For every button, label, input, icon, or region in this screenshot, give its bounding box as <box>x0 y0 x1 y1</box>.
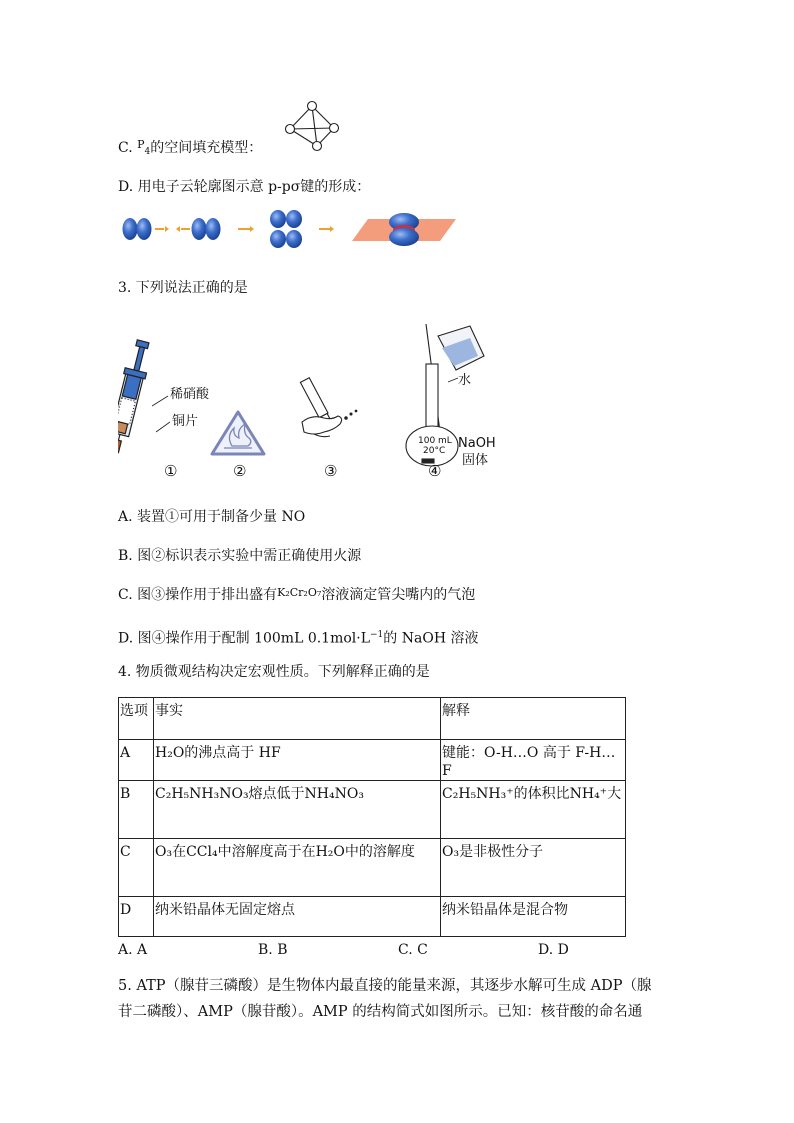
q5-line-2: 苷二磷酸）、AMP（腺苷酸）。AMP 的结构简式如图所示。已知：核苷酸的命名通 <box>118 1004 643 1020</box>
q2-option-c: C. $^P_4$的空间填充模型： <box>118 138 263 157</box>
mark-1: ① <box>164 462 178 480</box>
q3-option-d: D. 图④操作用于配制 100mL $0.1mol\cdot L^{-1}$的 NaOH 溶液 <box>118 630 479 647</box>
table-row: A H₂O的沸点高于 HF 键能：O-H…O 高于 F-H…F <box>119 740 626 781</box>
label-solid: 固体 <box>462 453 489 468</box>
sigma-bond-plane <box>346 213 456 250</box>
syringe-apparatus <box>118 339 170 455</box>
q4-table <box>118 697 626 937</box>
label-water: 水 <box>458 373 472 388</box>
label-flask-temp: 20°C <box>423 446 446 456</box>
label-copper-sheet: 铜片 <box>172 414 199 429</box>
mark-2: ② <box>233 462 247 480</box>
choice-b: B. B <box>258 942 288 958</box>
choice-a: A. A <box>118 942 148 958</box>
header-option: 选项 <box>119 698 154 740</box>
q3-apparatus-figure <box>118 322 508 482</box>
mark-4: ④ <box>428 462 442 480</box>
q3-option-c: C. 图③操作用于排出盛有$^{K_2Cr_2O_7}$溶液滴定管尖嘴内的气泡 <box>118 586 476 603</box>
p4-tetrahedron-figure <box>284 100 340 152</box>
table-row: B C₂H₅NH₃NO₃熔点低于NH₄NO₃ C₂H₅NH₃⁺的体积比NH₄⁺大 <box>119 781 626 839</box>
choice-d: D. D <box>538 942 569 958</box>
p-orbital-2 <box>192 218 221 240</box>
header-explanation: 解释 <box>441 698 626 740</box>
fire-hazard-sign <box>212 412 264 454</box>
label-flask-volume: 100 mL <box>418 436 452 446</box>
label-dilute-nitric-acid: 稀硝酸 <box>170 387 210 402</box>
choice-c: C. C <box>398 942 428 958</box>
q4-stem: 4. 物质微观结构决定宏观性质。下列解释正确的是 <box>118 664 430 680</box>
header-fact: 事实 <box>154 698 441 740</box>
label-naoh: NaOH <box>458 436 496 451</box>
overlapping-orbitals <box>270 210 302 248</box>
q2-option-d: D. 用电子云轮廓图示意 p-pσ键的形成： <box>118 179 371 195</box>
p-p-sigma-bond-figure <box>122 206 460 252</box>
q3-option-a: A. 装置①可用于制备少量 NO <box>118 509 306 525</box>
burette-hand <box>300 378 356 437</box>
q5-line-1: 5. ATP（腺苷三磷酸）是生物体内最直接的能量来源，其逐步水解可生成 ADP（腺 <box>118 978 652 994</box>
table-row: C O₃在CCl₄中溶解度高于在H₂O中的溶解度 O₃是非极性分子 <box>119 839 626 897</box>
q3-stem: 3. 下列说法正确的是 <box>118 280 248 296</box>
table-row: D 纳米铅晶体无固定熔点 纳米铅晶体是混合物 <box>119 897 626 937</box>
table-header-row <box>119 698 626 740</box>
mark-3: ③ <box>324 462 338 480</box>
p-orbital-1 <box>123 218 152 240</box>
q5-paragraph <box>118 973 678 1025</box>
q3-option-b: B. 图②标识表示实验中需正确使用火源 <box>118 548 362 564</box>
